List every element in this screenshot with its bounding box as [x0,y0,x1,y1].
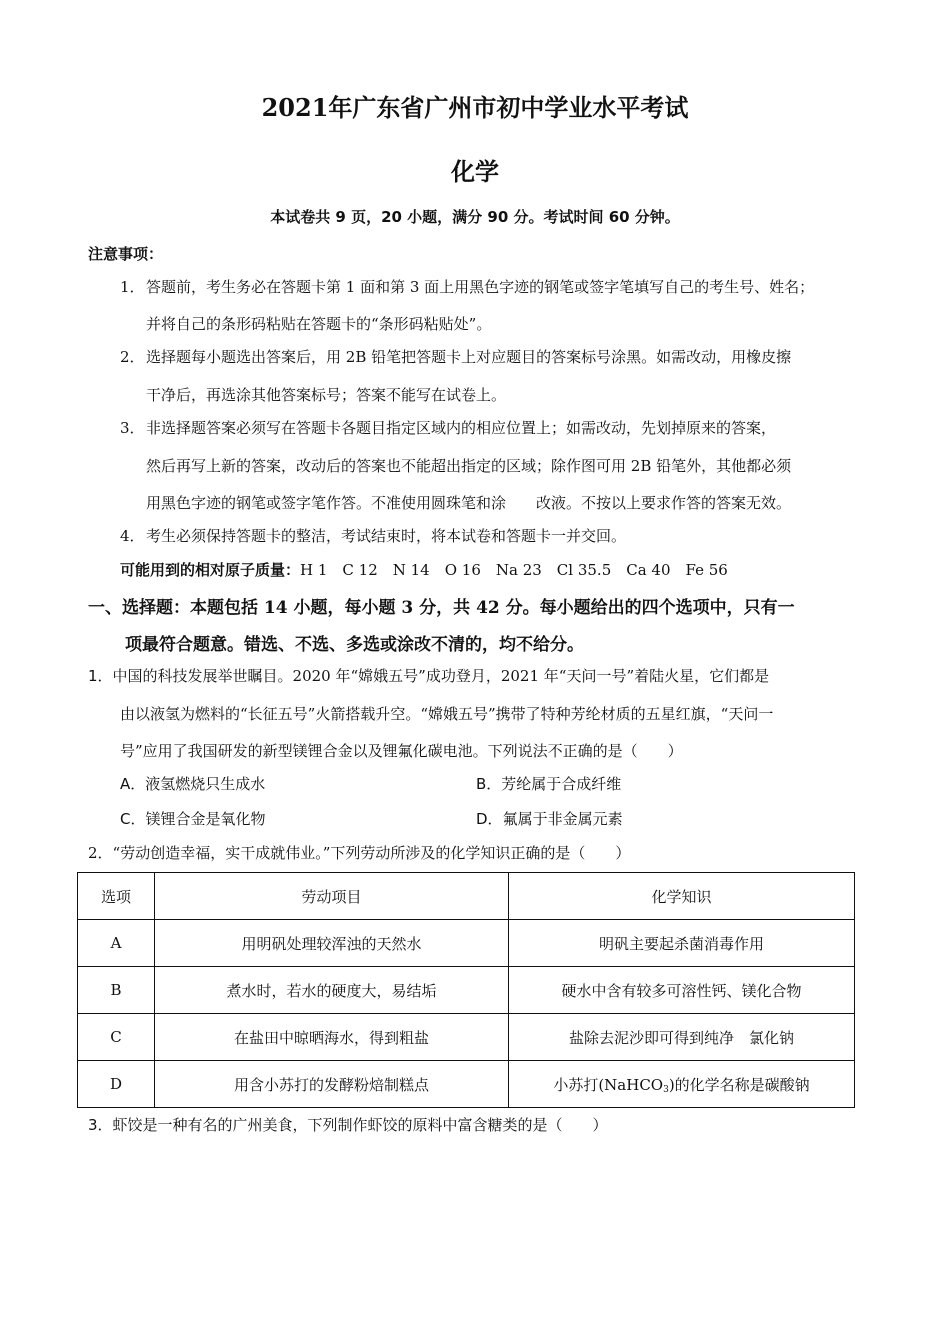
note-1-line-1 [120,276,814,297]
question-3-number: 3． [88,1116,113,1134]
table-cell: 硬水中含有较多可溶性钙、镁化合物 [509,967,855,1014]
table-cell-formula [509,1061,855,1108]
q1-option-d-text: 氟属于非金属元素 [502,810,623,828]
formula-prefix: 小苏打(NaHCO [553,1075,664,1094]
formula-suffix: )的化学名称是碳酸钠 [668,1075,810,1094]
note-1-line-2: 并将自己的条形码粘贴在答题卡的“条形码粘贴处”。 [146,315,492,333]
table-row [78,967,855,1014]
table-header-cell: 选项 [78,873,155,920]
table-cell: C [78,1014,155,1061]
q1-option-b-text: 芳纶属于合成纤维 [501,775,622,793]
subject-title: 化学 [451,157,499,186]
note-3-number: 3． [120,419,145,437]
note-3-line-3: 用黑色字迹的钢笔或签字笔作答。不准使用圆珠笔和涂 改液。不按以上要求作答的答案无效。 [146,494,792,512]
exam-title: 2021年广东省广州市初中学业水平考试 [261,93,689,122]
table-row [78,920,855,967]
question-2-table [77,872,855,1108]
section-1-heading-line-1: 一、选择题：本题包括 14 小题，每小题 3 分，共 42 分。每小题给出的四个选项中，只有一 [88,598,795,618]
note-1-text: 答题前，考生务必在答题卡第 1 面和第 3 面上用黑色字迹的钢笔或签字笔填写自己的考生号、姓名； [146,278,815,296]
atomic-mass-values: H 1 C 12 N 14 O 16 Na 23 Cl 35.5 Ca 40 Fe 56 [300,561,728,579]
question-3-line [88,1114,608,1135]
atomic-mass-line [120,559,728,580]
table-cell: D [78,1061,155,1108]
exam-info: 本试卷共 9 页，20 小题，满分 90 分。考试时间 60 分钟。 [270,208,680,226]
question-1-number: 1． [88,667,113,685]
note-2-number: 2． [120,348,145,366]
q1-option-a [120,773,265,794]
q1-option-b-letter: B． [476,775,502,793]
question-1-line-1 [88,665,769,686]
table-row [78,1014,855,1061]
table-row [78,1061,855,1108]
table-cell: 煮水时，若水的硬度大，易结垢 [155,967,509,1014]
q1-option-d-letter: D． [476,810,503,828]
question-3-stem: 虾饺是一种有名的广州美食，下列制作虾饺的原料中富含糖类的是（ ） [112,1116,608,1134]
note-4-line-1 [120,525,626,546]
section-1-heading-line-2: 项最符合题意。错选、不选、多选或涂改不清的，均不给分。 [125,635,584,655]
q1-option-a-letter: A． [120,775,146,793]
table-cell: 用明矾处理较浑浊的天然水 [155,920,509,967]
q1-option-a-text: 液氢燃烧只生成水 [145,775,266,793]
table-header-cell: 化学知识 [509,873,855,920]
table-cell: 盐除去泥沙即可得到纯净 氯化钠 [509,1014,855,1061]
note-2-text: 选择题每小题选出答案后，用 2B 铅笔把答题卡上对应题目的答案标号涂黑。如需改动，用橡皮擦 [146,348,792,366]
note-3-text: 非选择题答案必须写在答题卡各题目指定区域内的相应位置上；如需改动，先划掉原来的答案， [146,419,777,437]
notes-heading: 注意事项： [88,245,164,263]
question-1-text: 中国的科技发展举世瞩目。2020 年“嫦娥五号”成功登月，2021 年“天问一号”着陆火星，它们都是 [112,667,770,685]
note-4-text: 考生必须保持答题卡的整洁，考试结束时，将本试卷和答题卡一并交回。 [146,527,627,545]
table-cell: A [78,920,155,967]
table-cell: B [78,967,155,1014]
question-2-stem: 2．“劳动创造幸福，实干成就伟业。”下列劳动所涉及的化学知识正确的是（ ） [88,844,631,862]
table-cell: 用含小苏打的发酵粉焙制糕点 [155,1061,509,1108]
note-2-line-1 [120,346,791,367]
table-header-cell: 劳动项目 [155,873,509,920]
q1-option-c-letter: C． [120,810,146,828]
note-3-line-1 [120,417,776,438]
q1-option-c [120,808,266,829]
q1-option-b [476,773,621,794]
note-1-number: 1． [120,278,145,296]
q1-option-d [476,808,623,829]
note-4-number: 4． [120,527,145,545]
table-cell: 在盐田中晾晒海水，得到粗盐 [155,1014,509,1061]
table-cell: 明矾主要起杀菌消毒作用 [509,920,855,967]
formula-subscript: 3 [663,1084,669,1095]
table-header-row [78,873,855,920]
note-2-line-2: 干净后，再选涂其他答案标号；答案不能写在试卷上。 [146,386,507,404]
note-3-line-2: 然后再写上新的答案，改动后的答案也不能超出指定的区域；除作图可用 2B 铅笔外，其他都必须 [146,457,792,475]
q1-option-c-text: 镁锂合金是氧化物 [145,810,266,828]
atomic-mass-label: 可能用到的相对原子质量： [120,561,301,579]
question-1-line-2: 由以液氢为燃料的“长征五号”火箭搭载升空。“嫦娥五号”携带了特种芳纶材质的五星红旗，“天问一 [120,705,774,723]
question-1-line-3: 号”应用了我国研发的新型镁锂合金以及锂氟化碳电池。下列说法不正确的是（ ） [120,742,683,760]
